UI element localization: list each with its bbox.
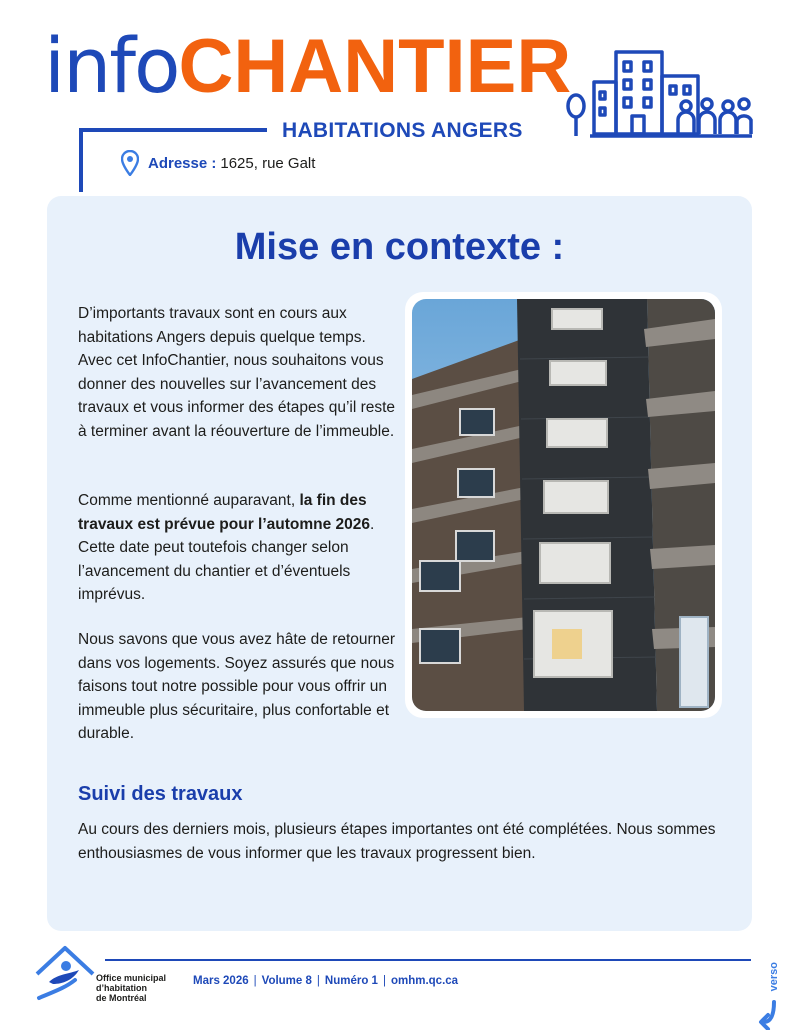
paragraph-schedule (78, 489, 398, 607)
paragraph-schedule-end: . Cette date peut toutefois changer selon l’avancement du chantier et d’éventuels imprévus. (78, 515, 375, 603)
paragraph-return: Nous savons que vous avez hâte de retourner dans vos logements. Soyez assurés que nous faisons tout notre possible pour vous offrir un immeuble plus sécuritaire, plus confortable et durable. (78, 631, 396, 742)
header-rule-horizontal (79, 128, 267, 132)
newsletter-title (44, 21, 572, 110)
address-value: 1625, rue Galt (220, 154, 316, 172)
turn-arrow-icon[interactable] (758, 1000, 790, 1030)
paragraph-intro: D’importants travaux sont en cours aux habitations Angers depuis quelque temps. Avec cet InfoChantier, nous souhaitons vous donner des nouvelles sur l’avancement des travaux et vous informer des étapes qu’il reste à terminer avant la réouverture de l’immeuble. (78, 305, 396, 440)
issue-date: Mars 2026 (193, 975, 249, 987)
footer-rule (105, 959, 751, 961)
paragraph-schedule-emphasis: la fin des travaux est prévue pour l’automne 2026 (78, 492, 371, 533)
paragraph-schedule-start: Comme mentionné auparavant, (78, 492, 300, 509)
separator: | (253, 975, 257, 987)
issue-info (193, 975, 458, 987)
project-subtitle: HABITATIONS ANGERS (282, 119, 523, 142)
building-photo-illustration (412, 299, 715, 711)
verso-label[interactable]: verso (768, 962, 780, 992)
address-line (121, 148, 315, 178)
organization-name (96, 973, 186, 1003)
address-label: Adresse : (148, 154, 217, 172)
section-heading: Mise en contexte : (234, 226, 565, 268)
building-skyline-icon (564, 46, 754, 140)
org-line-1: Office municipal (96, 973, 167, 983)
website-link[interactable]: omhm.qc.ca (390, 975, 459, 987)
subsection-heading: Suivi des travaux (78, 783, 243, 805)
header-rule-vertical (79, 128, 83, 192)
title-prefix: info (44, 21, 179, 110)
org-line-3: de Montréal (96, 993, 147, 1003)
issue-volume: Volume 8 (261, 975, 312, 987)
issue-number: Numéro 1 (324, 975, 378, 987)
building-photo (405, 292, 722, 718)
title-main: CHANTIER (178, 24, 572, 109)
org-line-2: d’habitation (96, 983, 147, 993)
map-pin-icon (121, 150, 139, 176)
separator: | (316, 975, 320, 987)
separator: | (382, 975, 386, 987)
omhm-logo (35, 944, 95, 1002)
paragraph-progress: Au cours des derniers mois, plusieurs étapes importantes ont été complétées. Nous sommes enthousiasmes de vous informer que les travaux progressent bien. (78, 821, 716, 862)
